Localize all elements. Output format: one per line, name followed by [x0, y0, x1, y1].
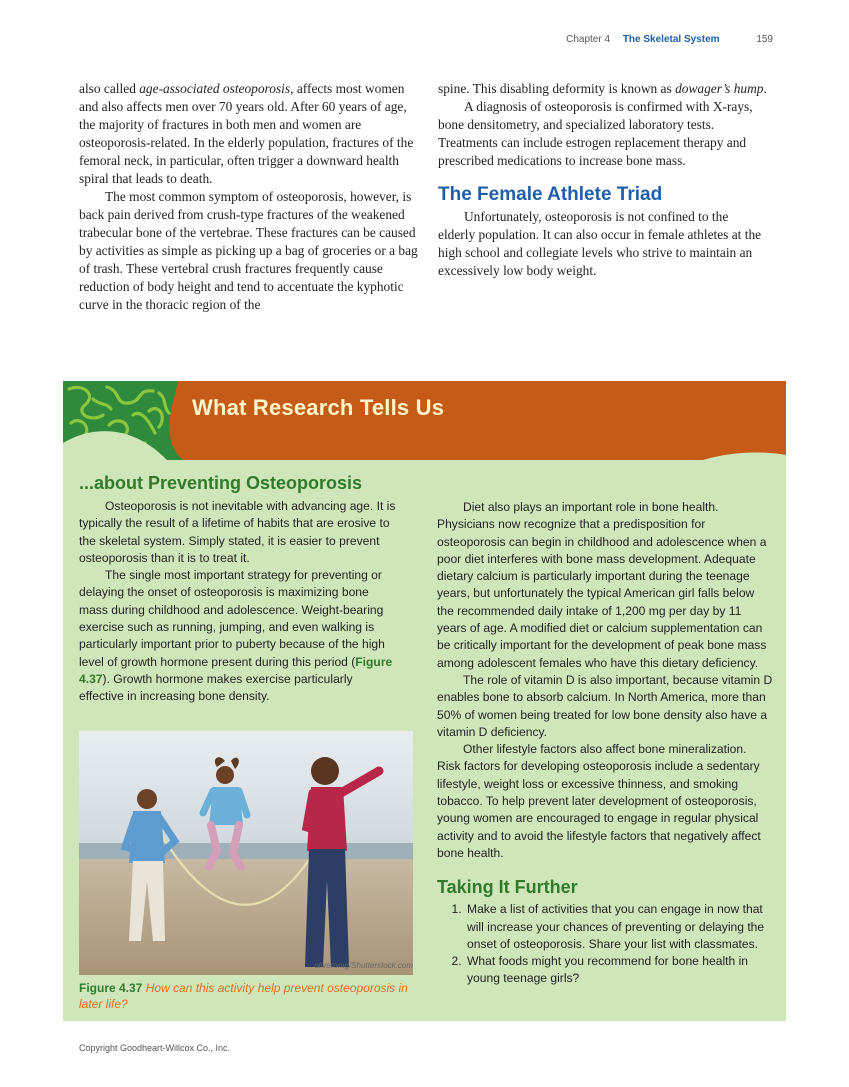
- text-run: .: [763, 81, 767, 96]
- paragraph: Diet also plays an important role in bone health. Physicians now recognize that a predisposition for osteoporosis can begin in childhood and adolescence when a poor diet interferes with bone mass development. Adequate dietary calcium is particularly important during the teenage years, but unfortunately the typical American girl falls below the recommended daily intake of 1,200 mg per day by 11 years of age. A modified diet or calcium supplementation can be critically important for the development of peak bone mass among adolescent females who have this dietary deficiency.: [437, 500, 767, 670]
- photo-credit: oliveromg/Shutterstock.com: [314, 961, 413, 970]
- copyright-footer: Copyright Goodheart-Willcox Co., Inc.: [79, 1043, 231, 1053]
- left-text-column: [79, 80, 419, 314]
- key-term: dowager’s hump: [675, 81, 764, 96]
- paragraph: Osteoporosis is not inevitable with advancing age. It is typically the result of a lifetime of habits that are erosive to the skeletal system. Simply stated, it is easier to prevent osteoporosis than it is to treat it.: [79, 499, 396, 565]
- list-item: 2. What foods might you recommend for bone health in young teenage girls?: [465, 953, 773, 988]
- key-term: age-associated osteoporosis: [139, 81, 291, 96]
- caption-text: How can this activity help prevent osteoporosis in later life?: [79, 981, 408, 1011]
- paragraph: [79, 567, 399, 705]
- further-list: [437, 901, 773, 987]
- page-number: 159: [756, 34, 773, 45]
- paragraph: Other lifestyle factors also affect bone mineralization. Risk factors for developing osteoporosis include a sedentary lifestyle, weight loss or excessive thinness, and smoking tobacco. To help prevent later development of osteoporosis, young women are encouraged to engage in regular physical activity and to avoid the lifestyle factors that negatively affect bone health.: [437, 742, 761, 860]
- feature-right-column: [437, 499, 773, 988]
- text-run: , affects most women and also affects men over 70 years old. After 60 years of age, the majority of fractures in both men and women are osteoporosis-related. In the elderly population, fractures of the femoral neck, in particular, often trigger a downward health spiral that leads to death.: [79, 81, 414, 186]
- research-feature-box: [63, 381, 786, 1021]
- figure-reference-link[interactable]: Figure 4.37: [79, 654, 393, 686]
- figure-caption: [79, 980, 413, 1012]
- feature-left-column: [79, 471, 399, 706]
- list-item: 1. Make a list of activities that you can engage in now that will increase your chances of preventing or delaying the onset of osteoporosis. Share your list with classmates.: [465, 901, 773, 953]
- caption-label: Figure 4.37: [79, 981, 143, 995]
- text-run: The single most important strategy for preventing or delaying the onset of osteoporosis is maximizing bone mass during childhood and adolescence. Weight-bearing exercise such as running, jumping, and even walking is particularly important prior to puberty because of the high level of growth hormone present during this period (: [79, 568, 385, 669]
- right-text-column: [438, 80, 768, 280]
- figure-photo: [79, 731, 413, 975]
- paragraph: [79, 80, 419, 188]
- paragraph: The role of vitamin D is also important, because vitamin D enables bone to absorb calcium. In North America, more than 50% of women being treated for low bone density also have a vitamin D deficiency.: [437, 672, 773, 739]
- paragraph: [438, 80, 768, 98]
- paragraph: The most common symptom of osteoporosis, however, is back pain derived from crush-type fractures of the weakened trabecular bone of the vertebrae. These fractures can be caused by activities as simple as picking up a bag of groceries or a bag of trash. These vertebral crush fractures frequently cause reduction of body height and tend to accentuate the kyphotic curve in the thoracic region of the: [79, 189, 418, 312]
- text-run: spine. This disabling deformity is known as: [438, 81, 676, 96]
- running-header: [566, 34, 773, 45]
- chapter-title: The Skeletal System: [622, 34, 720, 45]
- paragraph: A diagnosis of osteoporosis is confirmed with X-rays, bone densitometry, and specialized laboratory tests. Treatments can include estrogen replacement therapy and prescribed medications to increase bone mass.: [438, 99, 753, 168]
- chapter-label: Chapter 4: [566, 34, 611, 45]
- text-run: ). Growth hormone makes exercise particularly effective in increasing bone density.: [79, 671, 353, 704]
- feature-banner: [63, 381, 786, 460]
- text-run: also called: [79, 81, 140, 96]
- paragraph: Unfortunately, osteoporosis is not confined to the elderly population. It can also occur in female athletes at the high school and collegiate levels who strive to maintain an excessively low body weight.: [438, 209, 762, 278]
- jump-rope-photo-illustration: [79, 731, 413, 975]
- banner-title: What Research Tells Us: [192, 395, 445, 420]
- further-heading: Taking It Further: [437, 877, 578, 898]
- feature-subheading: ...about Preventing Osteoporosis: [79, 473, 363, 493]
- section-heading: The Female Athlete Triad: [438, 184, 663, 205]
